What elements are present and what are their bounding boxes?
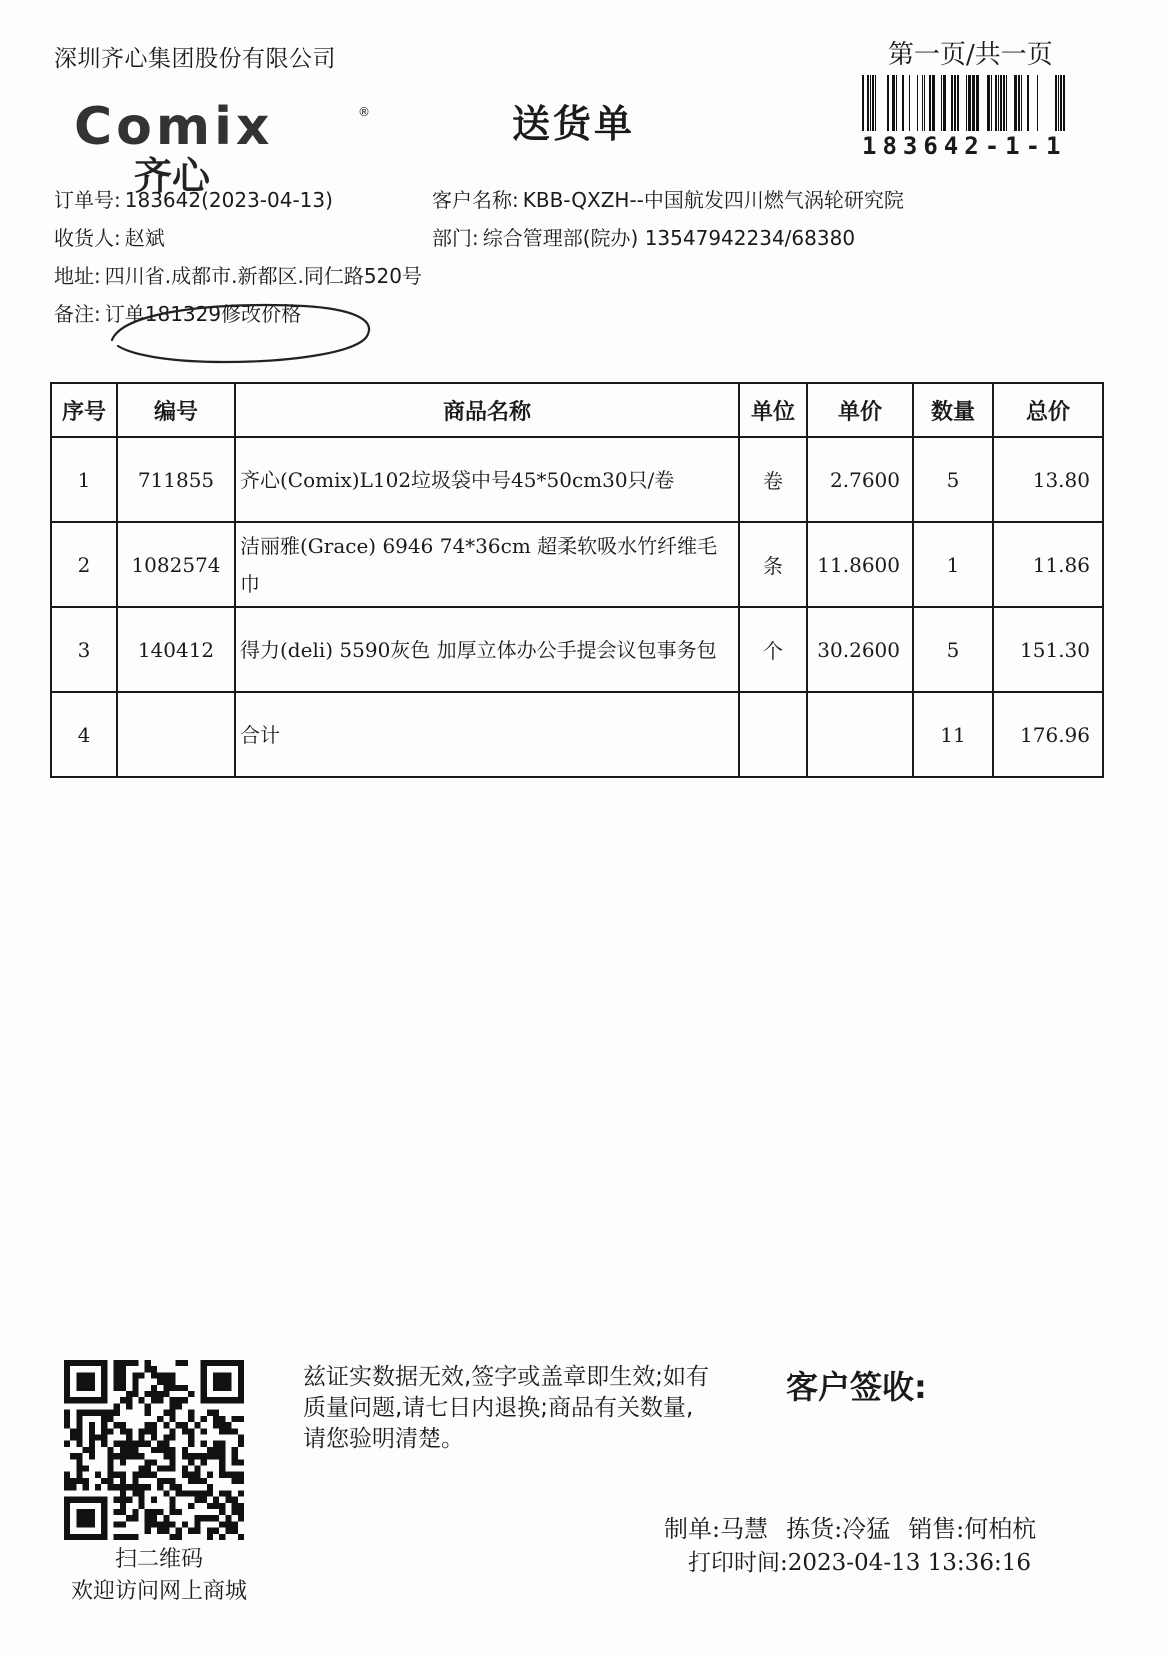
notice-text: 兹证实数据无效,签字或盖章即生效;如有质量问题,请七日内退换;商品有关数量,请您验明清楚。	[303, 1364, 710, 1452]
print-time: 打印时间:2023-04-13 13:36:16	[688, 1550, 1031, 1576]
document-title: 送货单	[512, 102, 636, 146]
maker: 制单:马慧	[664, 1515, 769, 1543]
customer-name	[432, 184, 904, 213]
cell-unit	[739, 692, 807, 777]
cell-price: 2.7600	[807, 437, 913, 522]
cell-total: 11.86	[993, 522, 1103, 607]
comix-logo	[74, 97, 370, 198]
cell-price	[807, 692, 913, 777]
table-row	[51, 522, 1103, 607]
cell-code: 711855	[117, 437, 235, 522]
sales: 销售:何柏杭	[908, 1515, 1037, 1543]
qr-caption-line2: 欢迎访问网上商城	[70, 1579, 247, 1604]
cell-qty: 1	[913, 522, 993, 607]
customer-name-value: KBB-QXZH--中国航发四川燃气涡轮研究院	[522, 188, 904, 212]
logo-brand: Comix	[74, 97, 274, 157]
cell-no: 1	[51, 437, 117, 522]
cell-qty: 5	[913, 607, 993, 692]
memo-value: 订单181329修改价格	[104, 302, 302, 326]
picker: 拣货:冷猛	[786, 1515, 891, 1543]
table-row	[51, 607, 1103, 692]
address	[54, 260, 422, 289]
col-header-total: 总价	[993, 383, 1103, 437]
cell-total: 151.30	[993, 607, 1103, 692]
logo-brand-cn: 齐心	[134, 154, 211, 198]
cell-no: 2	[51, 522, 117, 607]
barcode-icon	[862, 75, 1068, 131]
department-label: 部门:	[432, 226, 479, 250]
qr-caption	[54, 1544, 264, 1608]
order-number-value: 183642(2023-04-13)	[124, 188, 333, 212]
cell-total: 13.80	[993, 437, 1103, 522]
company-name: 深圳齐心集团股份有限公司	[54, 46, 336, 72]
receiver-value: 赵斌	[124, 226, 165, 250]
qr-code-icon	[64, 1360, 244, 1540]
cell-qty: 5	[913, 437, 993, 522]
registered-mark-icon: ®	[358, 105, 370, 119]
table-row-total	[51, 692, 1103, 777]
cell-name: 齐心(Comix)L102垃圾袋中号45*50cm30只/卷	[235, 437, 739, 522]
cell-name: 合计	[235, 692, 739, 777]
col-header-name: 商品名称	[235, 383, 739, 437]
cell-code: 1082574	[117, 522, 235, 607]
staff-line	[664, 1509, 1054, 1544]
col-header-unit: 单位	[739, 383, 807, 437]
cell-unit: 卷	[739, 437, 807, 522]
col-header-qty: 数量	[913, 383, 993, 437]
order-number	[54, 184, 333, 213]
col-header-no: 序号	[51, 383, 117, 437]
cell-qty: 11	[913, 692, 993, 777]
receiver-label: 收货人:	[54, 226, 121, 250]
table-header-row	[51, 383, 1103, 437]
cell-name: 得力(deli) 5590灰色 加厚立体办公手提会议包事务包	[235, 607, 739, 692]
cell-code: 140412	[117, 607, 235, 692]
barcode-number: 183642-1-1	[862, 132, 1067, 160]
cell-total: 176.96	[993, 692, 1103, 777]
col-header-price: 单价	[807, 383, 913, 437]
qr-caption-line1: 扫二维码	[114, 1547, 203, 1572]
customer-name-label: 客户名称:	[432, 188, 519, 212]
receiver	[54, 222, 165, 251]
memo-label: 备注:	[54, 302, 101, 326]
cell-name: 洁丽雅(Grace) 6946 74*36cm 超柔软吸水竹纤维毛巾	[235, 522, 739, 607]
department-value: 综合管理部(院办) 13547942234/68380	[482, 226, 856, 250]
address-value: 四川省.成都市.新都区.同仁路520号	[104, 264, 422, 288]
cell-unit: 条	[739, 522, 807, 607]
cell-price: 30.2600	[807, 607, 913, 692]
cell-code	[117, 692, 235, 777]
customer-sign-label: 客户签收:	[786, 1368, 927, 1406]
page-info: 第一页/共一页	[888, 40, 1053, 70]
cell-no: 4	[51, 692, 117, 777]
handwritten-circle-mark	[104, 300, 376, 380]
order-number-label: 订单号:	[54, 188, 121, 212]
department	[432, 222, 855, 251]
col-header-code: 编号	[117, 383, 235, 437]
address-label: 地址:	[54, 264, 101, 288]
items-table	[50, 382, 1104, 778]
cell-price: 11.8600	[807, 522, 913, 607]
table-row	[51, 437, 1103, 522]
cell-no: 3	[51, 607, 117, 692]
cell-unit: 个	[739, 607, 807, 692]
